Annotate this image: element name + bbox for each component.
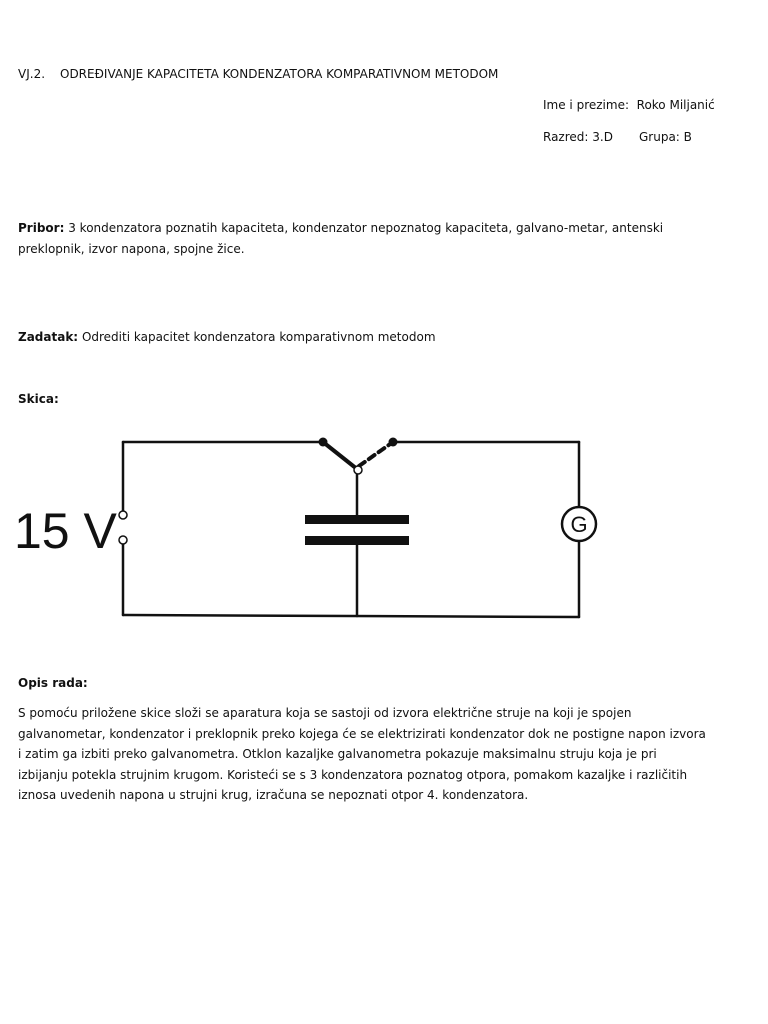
zadatak-text: Odrediti kapacitet kondenzatora komparativnom metodom: [81, 330, 436, 344]
group-label: Grupa:: [638, 130, 680, 144]
opis-heading: [18, 673, 88, 694]
zadatak-label: Zadatak:: [18, 330, 79, 344]
student-name-line: [543, 95, 715, 116]
bottom-wire: [123, 615, 579, 617]
switch-arm: [323, 442, 357, 469]
group-value: B: [683, 130, 692, 144]
zadatak-paragraph: [18, 327, 698, 348]
opis-paragraph: S pomoću priložene skice složi se aparatura koja se sastoji od izvora električne struje na koji je spojen galvanometar, kondenzator i preklopnik preko kojega će se elektrizirati kondenzator dok ne postigne napon izvora i zatim ga izbiti preko galvanometra. Otklon kazaljke galvanometra pokazuje maksimalnu struju koja je pri izbijanju potekla strujnim krugom. Koristeći se s 3 kondenzatora poznatog otpora, pomakom kazaljke i različitih iznosa uvedenih napona u strujni krug, izračuna se nepoznati otpor 4. kondenzatora.: [18, 706, 706, 802]
capacitor-plate-bottom: [305, 536, 409, 545]
source-terminal-bottom: [119, 536, 127, 544]
pribor-text: 3 kondenzatora poznatih kapaciteta, kondenzator nepoznatog kapaciteta, galvano-metar, antenski preklopnik, izvor napona, spojne žice.: [18, 221, 664, 256]
galvanometer-symbol: G: [570, 512, 588, 537]
source-terminal-top: [119, 511, 127, 519]
class-group-line: [543, 127, 692, 148]
voltage-label: 15 V: [14, 503, 117, 559]
capacitor-plate-top: [305, 515, 409, 524]
pribor-label: Pribor:: [18, 221, 65, 235]
experiment-code: VJ.2.: [18, 67, 46, 81]
class-label: Razred:: [543, 130, 589, 144]
pribor-paragraph: [18, 218, 698, 260]
class-value: 3.D: [592, 130, 613, 144]
experiment-title: [18, 64, 498, 85]
switch-contact-left: [319, 438, 328, 447]
skica-label: Skica:: [18, 392, 59, 406]
skica-heading: [18, 389, 59, 410]
switch-contact-right: [389, 438, 398, 447]
experiment-title-text: ODREĐIVANJE KAPACITETA KONDENZATORA KOMPARATIVNOM METODOM: [60, 67, 499, 81]
circuit-diagram: [0, 425, 768, 635]
opis-label: Opis rada:: [18, 676, 88, 690]
switch-dashed-arm: [359, 442, 393, 466]
name-label: Ime i prezime:: [543, 98, 629, 112]
switch-pivot: [354, 466, 362, 474]
name-value: Roko Miljanić: [636, 98, 715, 112]
